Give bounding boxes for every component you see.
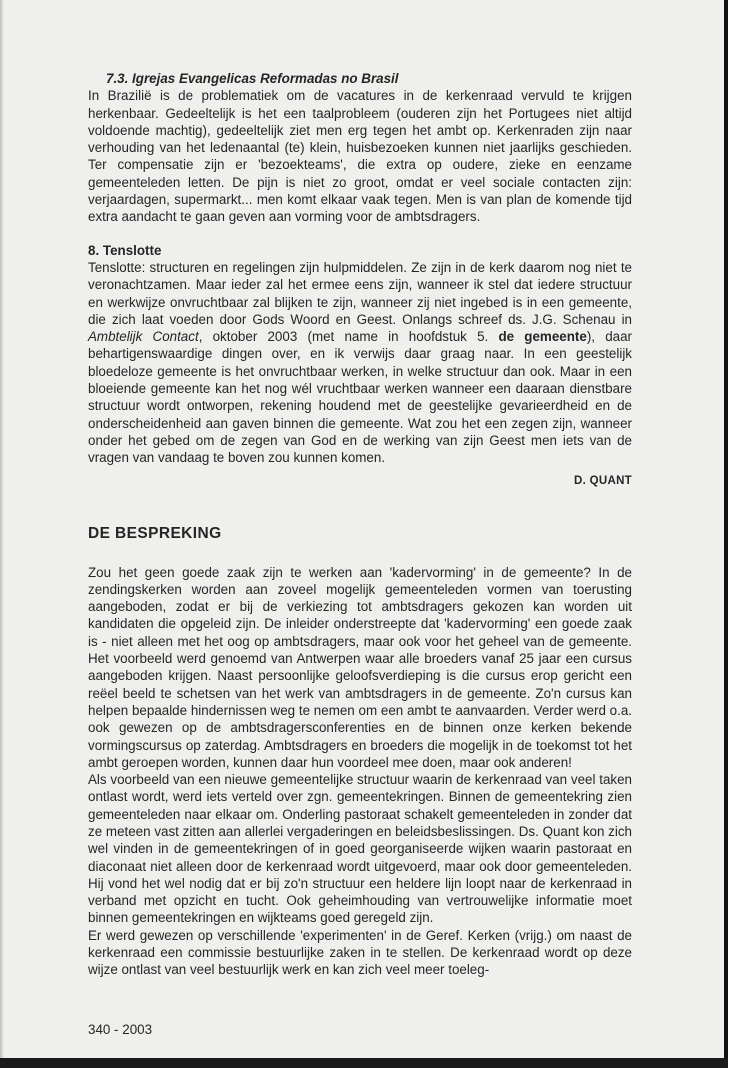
section-8-text-part-2: , oktober 2003 (met name in hoofdstuk 5. — [198, 329, 499, 345]
section-7-3-body: In Brazilië is de problematiek om de vacatures in de kerkenraad vervuld te krijgen herkenbaar. Gedeeltelijk is het een taalprobleem (ouderen zijn het Portugees niet altijd voldoende machtig), gedeeltelijk ziet men erg tegen het ambt op. Kerkenraden zijn naar verhouding van het ledenaantal (te) klein, huisbezoeken kunnen niet jaarlijks geschieden. Ter compensatie zijn er 'bezoekteams', die extra op oudere, zieke en eenzame gemeenteleden letten. De pijn is niet zo groot, omdat er veel sociale contacten zijn: verjaardagen, supermarkt... men komt elkaar vaak tegen. Men is van plan de komende tijd extra aandacht te gaan geven aan vorming voor de ambtsdragers. — [88, 88, 632, 225]
section-8-text-part-1: Tenslotte: structuren en regelingen zijn hulpmiddelen. Ze zijn in de kerk daarom nog niet te veronachtzamen. Maar ieder zal het ermee eens zijn, wanneer ik stel dat iedere structuur en werkwijze onvruchtbaar zal blijken te zijn, wanneer zij niet ingebed is in een gemeente, die zich laat voeden door Gods Woord en Geest. Onlangs schreef ds. J.G. Schenau in — [88, 259, 632, 327]
author-signature: D. QUANT — [574, 474, 632, 487]
page-number: 340 - 2003 — [88, 1022, 153, 1037]
publication-title: Ambtelijk Contact — [88, 329, 199, 345]
page-content — [88, 70, 632, 979]
chapter-title: de gemeente — [498, 329, 587, 345]
section-8-text-part-3: ), daar behartigenswaardige dingen over, en ik verwijs daar graag naar. In een geestelijk bloedeloze gemeente is het onvruchtbaar werken, in welke structuur dan ook. Maar in een bloeiende gemeente kan het nog wél vruchtbaar werken wanneer een daaraan dienstbare structuur wordt ontworpen, rekening houdend met de geestelijke gevarieerdheid en de onderscheidenheid aan gaven binnen die gemeente. Wat zou het een zegen zijn, wanneer onder het gebed om de zegen van God en de werking van zijn Geest men iets van de vragen van vandaag te boven zou kunnen komen. — [88, 329, 632, 466]
bespreking-heading: DE BESPREKING — [88, 524, 222, 542]
bespreking-body — [88, 564, 632, 979]
bespreking-paragraph-2: Als voorbeeld van een nieuwe gemeentelijke structuur waarin de kerkenraad van veel taken ontlast wordt, werd iets verteld over zgn. gemeentekringen. Binnen de gemeentekring zien gemeenteleden naar elkaar om. Onderling pastoraat schakelt gemeenteleden in zonder dat ze meteen vast zitten aan allerlei vergaderingen en beleidsbeslissingen. Ds. Quant kon zich wel vinden in de gemeentekringen of in goed georganiseerde wijken waarin pastoraat en diaconaat niet alleen door de kerkenraad wordt uitgevoerd, maar ook door gemeenteleden. Hij vond het wel nodig dat er bij zo'n structuur een heldere lijn loopt naar de kerkenraad in verband met opzicht en tucht. Ook geheimhouding van vertrouwelijke informatie moet binnen gemeentekringen en wijkteams goed geregeld zijn. — [88, 772, 632, 926]
section-heading-8: 8. Tenslotte — [88, 242, 162, 258]
scan-edge-right — [724, 0, 728, 1068]
bespreking-paragraph-3: Er werd gewezen op verschillende 'experimenten' in de Geref. Kerken (vrijg.) om naast de kerkenraad een commissie bestuurlijke zaken in te stellen. De kerkenraad wordt op deze wijze ontlast van veel bestuurlijk werk en kan zich veel meer toeleg- — [88, 927, 632, 978]
scan-edge-bottom — [0, 1058, 728, 1068]
section-heading-7-3: 7.3. Igrejas Evangelicas Reformadas no Brasil — [106, 71, 399, 86]
bespreking-paragraph-1: Zou het geen goede zaak zijn te werken aan 'kadervorming' in de gemeente? In de zendingskerken worden aan zoveel mogelijk gemeenteleden vormen van toerusting aangeboden, zodat er bij de verkiezing tot ambtsdragers gekozen kan worden uit kandidaten die opgeleid zijn. De inleider onderstreepte dat 'kadervorming' een goede zaak is - niet alleen met het oog op ambtsdragers, maar ook voor het geheel van de gemeente. Het voorbeeld werd genoemd van Antwerpen waar alle broeders vanaf 25 jaar een cursus aangeboden krijgen. Naast persoonlijke geloofsverdieping is die cursus erop gericht een reëel beeld te schetsen van het werk van ambtsdragers in de gemeente. Zo'n cursus kan helpen bepaalde hindernissen weg te nemen om een ambt te aanvaarden. Verder werd o.a. ook gewezen op de ambtsdragersconferenties en de binnen onze kerken bekende vormingscursus op zaterdag. Ambtsdragers en broeders die mogelijk in de toekomst tot het ambt geroepen worden, kunnen daar hun voordeel mee doen, maar ook anderen! — [88, 564, 632, 770]
page-gutter-shadow — [0, 0, 4, 1060]
section-8-body — [88, 259, 632, 467]
